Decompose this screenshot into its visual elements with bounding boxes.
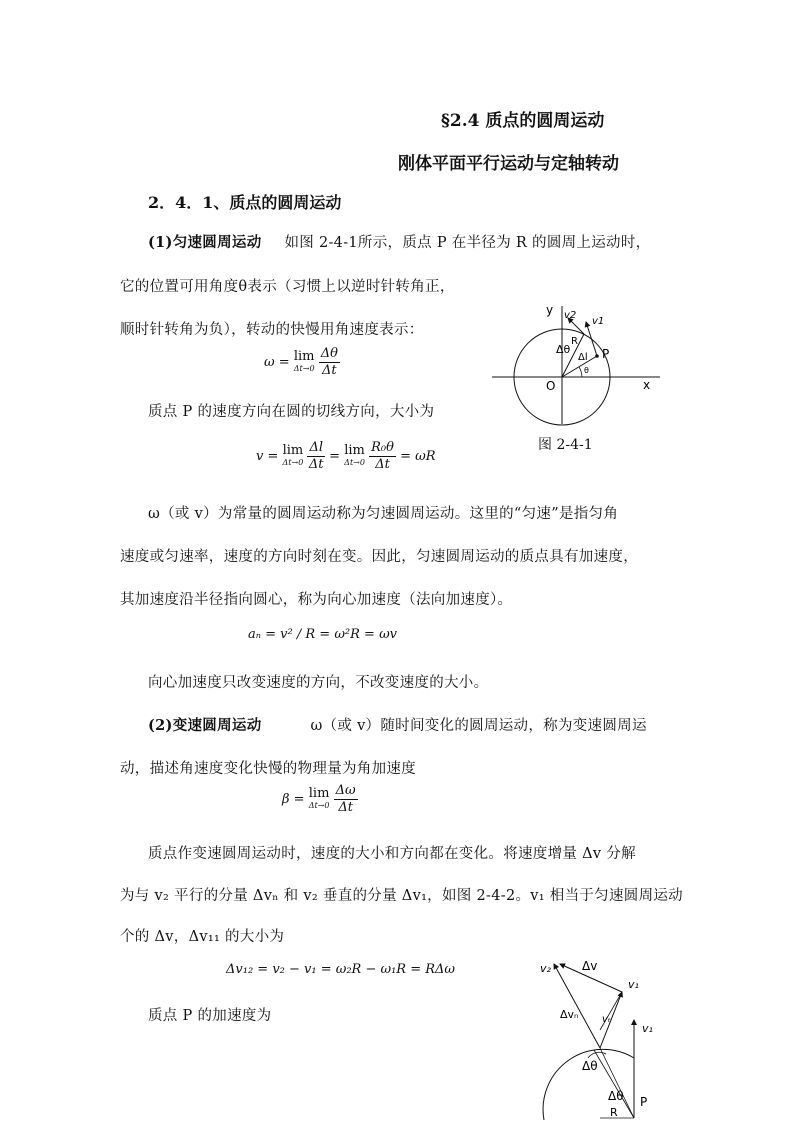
r-label: R bbox=[571, 336, 578, 347]
para6-line3: 个的 Δv，Δv₁₁ 的大小为 bbox=[120, 929, 285, 945]
para3-line1: ω（或 v）为常量的圆周运动称为匀速圆周运动。这里的“匀速”是指匀角 bbox=[148, 506, 619, 522]
para3-line3: 其加速度沿半径指向圆心，称为向心加速度（法向加速度）。 bbox=[120, 592, 513, 608]
fig2-dtheta1-label: Δθ bbox=[582, 1059, 598, 1073]
para1-line2: 它的位置可用角度θ表示（习惯上以逆时针转角正， bbox=[120, 279, 455, 295]
fig2-v1b-label: v₁ bbox=[642, 1022, 653, 1035]
origin-label: O bbox=[546, 379, 556, 393]
para1-label: (1)匀速圆周运动 bbox=[148, 234, 262, 251]
equation-centripetal: aₙ = v² / R = ω²R = ωv bbox=[248, 627, 398, 642]
dtheta-label: Δθ bbox=[556, 343, 571, 356]
eq-beta-frac: $\frac{\Delta\omega}{\Delta t}$ bbox=[335, 783, 356, 815]
fig2-vt-label: vₜ bbox=[602, 1014, 611, 1025]
para5-line2: 动，描述角速度变化快慢的物理量为角加速度 bbox=[120, 761, 416, 777]
fig2-dv-label: Δv bbox=[582, 959, 598, 973]
point-p bbox=[595, 354, 599, 358]
v1-label: v1 bbox=[592, 316, 605, 327]
para1-line3: 顺时针转角为负），转动的快慢用角速度表示： bbox=[120, 322, 424, 338]
eq-omega-lhs: ω = bbox=[264, 355, 294, 370]
para6-line1: 质点作变速圆周运动时，速度的大小和方向都在变化。将速度增量 Δv 分解 bbox=[148, 846, 636, 862]
vector-v1 bbox=[586, 322, 597, 356]
para5-label: (2)变速圆周运动 bbox=[148, 717, 262, 734]
equation-beta bbox=[282, 783, 358, 816]
section-title: §2.4 质点的圆周运动 bbox=[441, 111, 605, 131]
figure-2-4-2 bbox=[530, 950, 670, 1120]
theta-arc bbox=[579, 367, 582, 377]
fig2-r-label: R bbox=[610, 1106, 618, 1119]
section-subtitle: 刚体平面平行运动与定轴转动 bbox=[398, 154, 619, 174]
equation-velocity: v = lim Δt→0 $\frac{\Delta l}{\Delta t}$ = lim Δt→0 $\frac{\text{R₀θ}}{\Delta t}$ = ωR bbox=[256, 440, 436, 472]
fig2-v1a-label: v₁ bbox=[628, 978, 639, 991]
equation-omega bbox=[264, 346, 340, 379]
figure-2-4-1 bbox=[488, 298, 678, 433]
eq-beta-lim: lim Δt→0 bbox=[308, 785, 330, 810]
fig2-dvn-label: Δvₙ bbox=[560, 1008, 579, 1021]
eq-v-frac2: $\frac{\text{R₀θ}}{\Delta t}$ bbox=[371, 440, 394, 472]
para4-text: 向心加速度只改变速度的方向，不改变速度的大小。 bbox=[148, 675, 489, 691]
eq-v-lhs: v = bbox=[256, 449, 283, 464]
figure1-caption: 图 2-4-1 bbox=[538, 437, 593, 453]
subsection-heading: 2．4．1、质点的圆周运动 bbox=[148, 193, 342, 212]
eq-v-frac1: $\frac{\Delta l}{\Delta t}$ bbox=[308, 440, 324, 472]
para5-text1: ω（或 v）随时间变化的圆周运动，称为变速圆周运 bbox=[310, 718, 647, 734]
para2-text: 质点 P 的速度方向在圆的切线方向，大小为 bbox=[148, 404, 435, 420]
v2-label: v2 bbox=[564, 310, 577, 321]
eq-v-lim1: lim Δt→0 bbox=[282, 442, 304, 467]
para3-line2: 速度或匀速率，速度的方向时刻在变。因此，匀速圆周运动的质点具有加速度， bbox=[120, 549, 638, 565]
eq-omega-frac: $\frac{\Delta\theta}{\Delta t}$ bbox=[320, 346, 338, 378]
theta-label: θ bbox=[584, 366, 589, 375]
fig2-v2-label: v₂ bbox=[540, 962, 551, 975]
para1-line1 bbox=[148, 231, 650, 252]
x-label: x bbox=[643, 378, 651, 392]
vector-v2 bbox=[554, 964, 600, 1048]
eq-v-lim2: lim Δt→0 bbox=[344, 442, 365, 467]
eq-omega-lim: lim Δt→0 bbox=[293, 348, 315, 373]
p-label: P bbox=[602, 347, 610, 361]
para5-line1 bbox=[148, 714, 647, 735]
eq-beta-lhs: β = bbox=[282, 792, 309, 807]
fig2-dtheta2-label: Δθ bbox=[608, 1089, 624, 1103]
y-label: y bbox=[546, 303, 554, 317]
para6-line2: 为与 v₂ 平行的分量 Δvₙ 和 v₂ 垂直的分量 Δv₁，如图 2-4-2。v₁ 相当于匀速圆周运动 bbox=[120, 888, 683, 904]
equation-dv12: Δv₁₂ = v₂ − v₁ = ω₂R − ω₁R = RΔω bbox=[226, 962, 456, 977]
dl-label: Δl bbox=[578, 352, 588, 363]
fig2-p-label: P bbox=[640, 1095, 648, 1109]
para1-text1: 如图 2-4-1所示，质点 P 在半径为 R 的圆周上运动时， bbox=[284, 235, 651, 251]
para7-text: 质点 P 的加速度为 bbox=[148, 1008, 272, 1024]
